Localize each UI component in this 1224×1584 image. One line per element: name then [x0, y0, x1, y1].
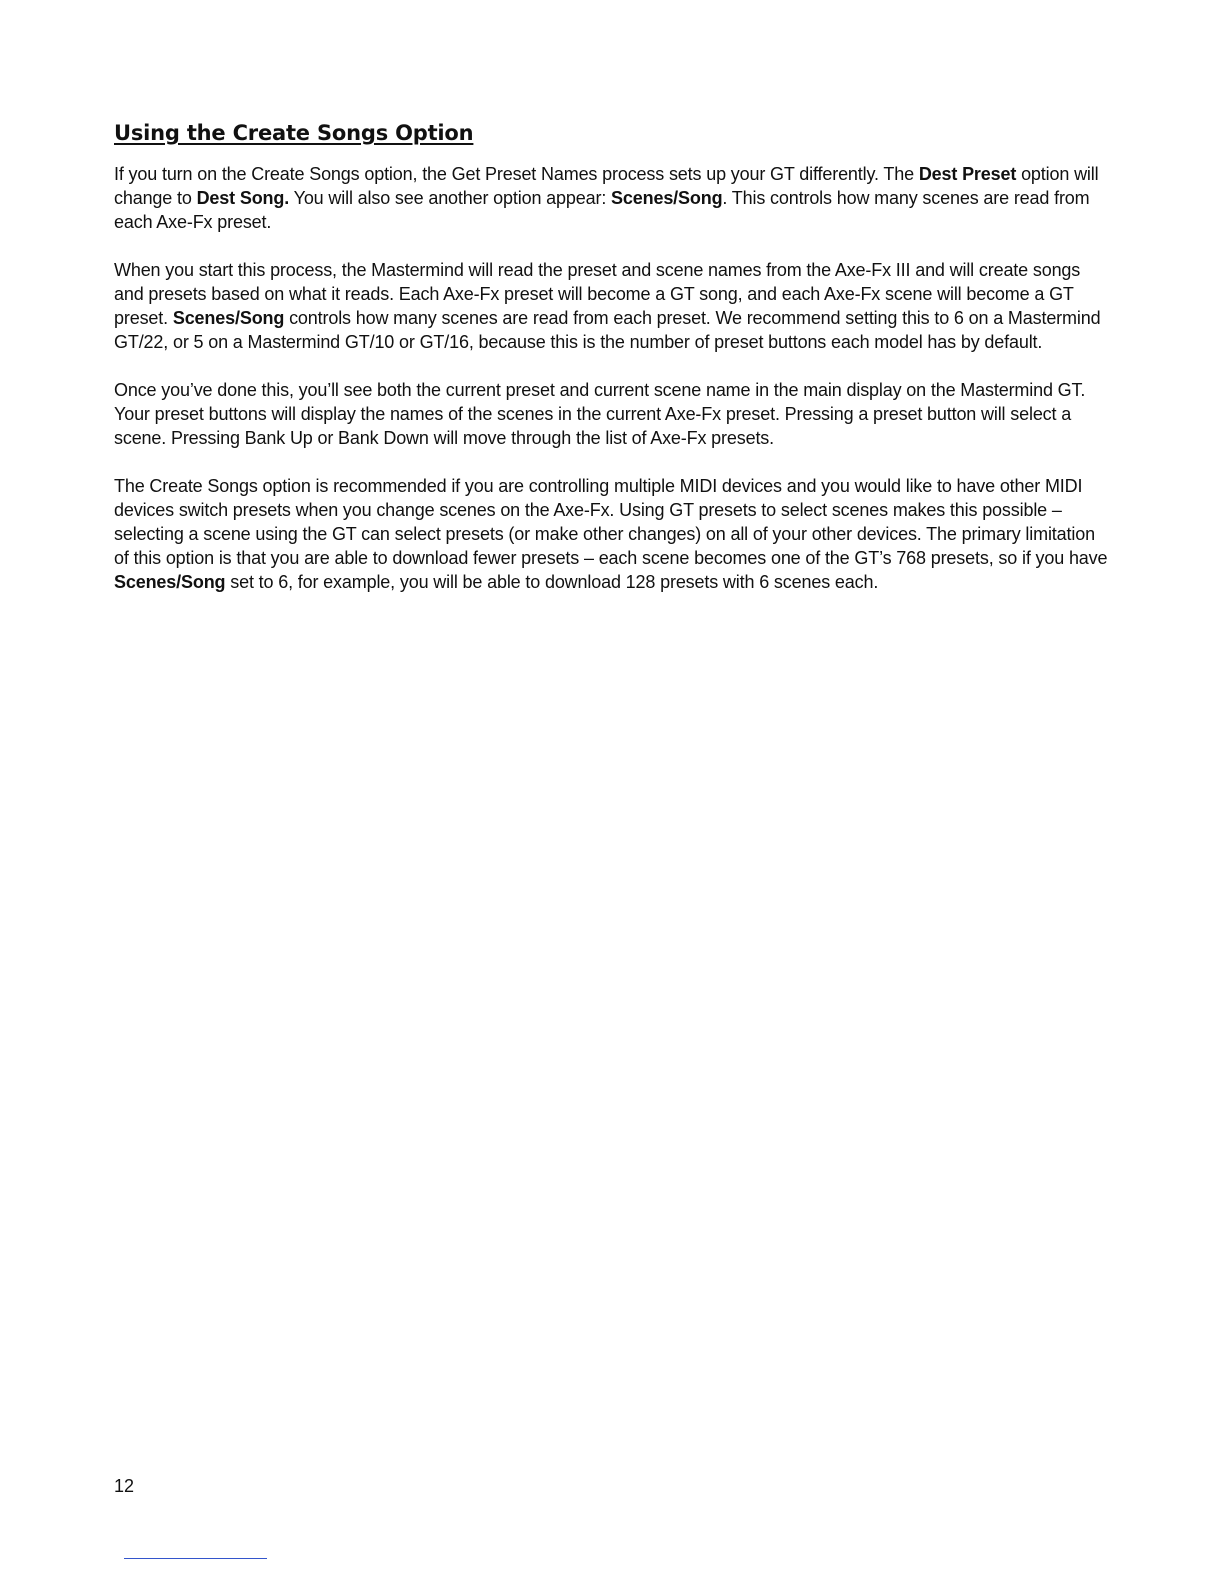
text-run: You will also see another option appear:: [289, 188, 612, 208]
text-run: . This controls how many scenes are read from each Axe-Fx preset.: [114, 188, 1090, 232]
section-title: Using the Create Songs Option: [114, 121, 474, 145]
paragraph-4: [114, 474, 1110, 594]
page-content: [114, 118, 1110, 618]
page-number: 12: [114, 1476, 135, 1496]
paragraph-2: [114, 258, 1110, 354]
paragraph-3: [114, 378, 1110, 450]
bold-term: Scenes/Song: [114, 572, 226, 592]
bold-term: Dest Preset: [918, 164, 1017, 184]
text-run: If you turn on the Create Songs option, the Get Preset Names process sets up your GT differently. The: [114, 164, 919, 184]
text-run: When you start this process, the Mastermind will read the preset and scene names from the Axe-Fx III and will create songs and presets based on what it reads. Each Axe-Fx preset will become a GT song, and each Axe-Fx scene will become a GT preset.: [114, 260, 1081, 328]
text-run: option will change to: [114, 164, 1099, 208]
body-text: [114, 162, 1110, 594]
paragraph-1: [114, 162, 1110, 234]
bold-term: Dest Song.: [196, 188, 290, 208]
text-run: The Create Songs option is recommended if you are controlling multiple MIDI devices and you would like to have other MIDI devices switch presets when you change scenes on the Axe-Fx. Using GT presets to select scenes makes this possible – selecting a scene using the GT can select presets (or make other changes) on all of your other devices. The primary limitation of this option is that you are able to download fewer presets – each scene becomes one of the GT’s 768 presets, so if you have: [114, 476, 1108, 568]
text-run: Once you’ve done this, you’ll see both the current preset and current scene name in the main display on the Mastermind GT. Your preset buttons will display the names of the scenes in the current Axe-Fx preset. Pressing a preset button will select a scene. Pressing Bank Up or Bank Down will move through the list of Axe-Fx presets.: [114, 380, 1086, 448]
text-run: set to 6, for example, you will be able to download 128 presets with 6 scenes each.: [225, 572, 879, 592]
bold-term: Scenes/Song: [172, 308, 285, 328]
footnote-separator: [124, 1558, 267, 1559]
text-run: controls how many scenes are read from each preset. We recommend setting this to 6 on a Mastermind GT/22, or 5 on a Mastermind GT/10 or GT/16, because this is the number of preset buttons each model has by default.: [114, 308, 1101, 352]
bold-term: Scenes/Song: [611, 188, 723, 208]
